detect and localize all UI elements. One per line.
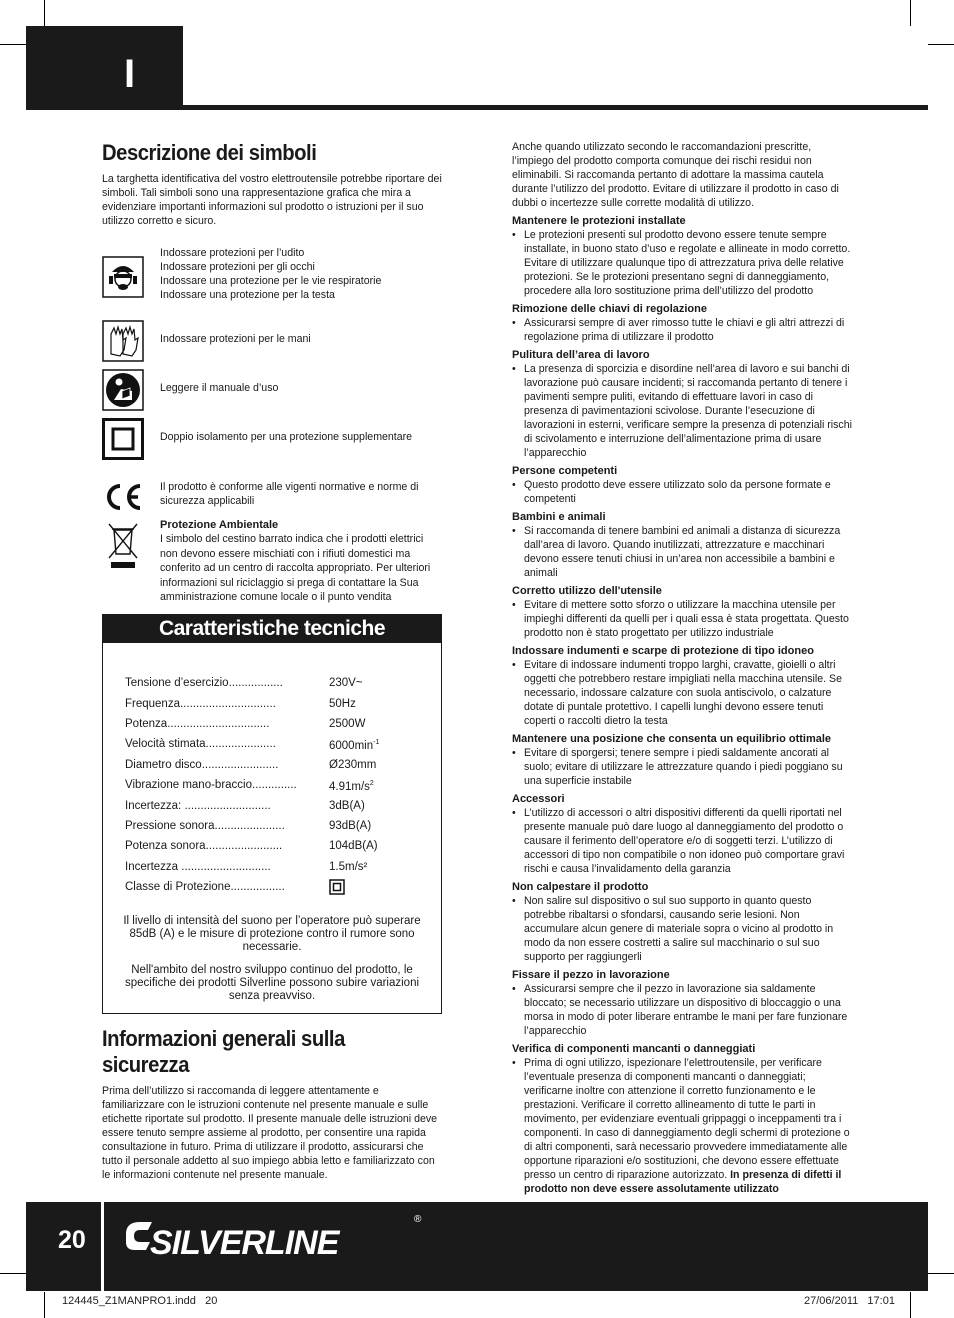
symbol-text [160, 246, 440, 302]
spec-value [329, 836, 379, 856]
spec-value-text: 50Hz [329, 697, 356, 710]
crop-mark [910, 1292, 911, 1318]
spec-note-noise: Il livello di intensità del suono per l’operatore può superare 85dB (A) e le misure di protezione contro il rumore sono necessarie. [123, 915, 421, 954]
spec-title: Caratteristiche tecniche [103, 615, 441, 643]
leader-dots: ................................ [167, 717, 270, 730]
spec-row [125, 775, 379, 795]
footer-divider [101, 1202, 104, 1291]
spec-value-text: 93dB(A) [329, 819, 372, 832]
spec-label [125, 857, 329, 877]
leader-dots: ........................ [201, 758, 279, 771]
bullet-text: Evitare di mettere sotto sforzo o utilizzare la macchina utensile per impieghi differenti da quelli per i quali essa è stata progettata. Questo prodotto non è stato progettato per utilizzo industriale [524, 599, 849, 639]
leader-dots: .............. [252, 779, 297, 792]
bullet-text: L’utilizzo di accessori o altri dispositivi differenti da quelli riportati nel presente manuale può dare luogo al danneggiamento del prodotto o causare il ferimento dell’operatore e/o di soggetti terzi. L’utilizzo di accessori di tipo non compatibile o non idoneo può comportare gravi rischi e causa l’invalidamento della garanzia [524, 807, 845, 875]
leader-dots: ............................ [181, 860, 271, 873]
symbol-row [102, 318, 442, 367]
spec-note-changes: Nell'ambito del nostro sviluppo continuo del prodotto, le specifiche dei prodotti Silverline possono subire variazioni senza preavviso. [124, 964, 420, 1003]
symbols-title: Descrizione dei simboli [102, 140, 317, 165]
bullet-text: Prima di ogni utilizzo, ispezionare l’elettroutensile, per verificare l’eventuale presenza di componenti mancanti o danneggiati; verificarne inoltre con attenzione il corretto funzionamento e le prestazioni. Verificare il corretto allineamento di tutte le parti in movimento, per evidenziare eventuali grippaggi o inceppamenti tra i componenti. In caso di danneggiamento degli schermi di protezione o di altri componenti, sarà necessario provvedere immediatamente alle opportune riparazioni e/o sostituzioni, che devono essere effettuate presso un centro di riparazione autorizzato. [524, 1057, 850, 1181]
section-heading: Bambini e animali [512, 511, 606, 523]
symbol-line: Indossare una protezione per le vie respiratorie [160, 275, 382, 287]
spec-value-text: 104dB(A) [329, 840, 378, 853]
registered-mark: ® [414, 1214, 422, 1225]
spec-label [125, 673, 329, 693]
section-bullet [512, 598, 854, 640]
spec-value-text: Ø230mm [329, 758, 377, 771]
spec-label-text: Potenza sonora [125, 840, 206, 853]
leader-dots: ...................... [214, 819, 285, 832]
spec-value [329, 693, 379, 713]
leader-dots: .............................. [179, 697, 276, 710]
section-heading: Mantenere una posizione che consenta un equilibrio ottimale [512, 733, 832, 745]
bullet-text: Evitare di sporgersi; tenere sempre i piedi saldamente ancorati al suolo; evitare di utilizzare le attrezzature quando i piedi poggiano su una superficie instabile [524, 747, 843, 787]
section-heading: Mantenere le protezioni installate [512, 215, 686, 227]
spec-label-text: Incertezza [125, 860, 182, 873]
section-heading: Fissare il pezzo in lavorazione [512, 969, 670, 981]
section-heading: Rimozione delle chiavi di regolazione [512, 303, 707, 315]
section-bullet [512, 316, 854, 344]
section-bullet [512, 228, 854, 298]
safety-sections [512, 214, 854, 1196]
environment-text: I simbolo del cestino barrato indica che i prodotti elettrici non devono essere mischiati con i rifiuti domestici ma conferito ad un centro di raccolta appropriato. Per ulteriori informazioni sul riciclaggio si prega di contattare la Sua amministrazione comune locale o il punto vendita [160, 533, 431, 603]
general-safety-text: Prima dell’utilizzo si raccomanda di leggere attentamente e familiarizzare con le istruzioni contenute nel presente manuale e sulle etichette riportate sul prodotto. Il presente manuale delle istruzioni deve essere tenuto sempre assieme al prodotto, per consentire una rapida consultazione in futuro. Prima di utilizzare il prodotto, assicurarsi che tutto il personale addetto al suo impiego abbia letto e familiarizzato con le informazioni contenute nel presente manuale. [102, 1085, 438, 1182]
spec-value [329, 816, 379, 836]
symbol-line: Indossare protezioni per gli occhi [160, 261, 315, 273]
section-heading: Non calpestare il prodotto [512, 881, 649, 893]
spec-value-text: 1.5m/s² [329, 860, 368, 873]
right-column [512, 140, 854, 1196]
footer-bar [26, 1202, 928, 1291]
symbol-text [160, 518, 440, 605]
spec-label-text: Classe di Protezione [125, 881, 231, 894]
spec-value [329, 734, 379, 754]
general-safety-title: Informazioni generali sulla sicurezza [102, 1026, 345, 1078]
spec-label [125, 795, 329, 815]
crop-mark [910, 0, 911, 26]
symbol-row [102, 246, 442, 318]
spec-value [329, 877, 379, 897]
logo-wordmark: SILVERLINE [150, 1224, 339, 1262]
spec-row [125, 857, 379, 877]
read-manual-icon [102, 369, 144, 411]
symbol-line: Indossare una protezione per la testa [160, 289, 335, 301]
symbol-line: Indossare protezioni per l’udito [160, 247, 305, 259]
spec-row [125, 755, 379, 775]
spec-row [125, 673, 379, 693]
leader-dots: ................. [230, 881, 285, 894]
spec-label [125, 734, 329, 754]
spec-label-text: Incertezza: [125, 799, 185, 812]
silverline-logo [122, 1212, 422, 1274]
spec-label [125, 755, 329, 775]
crossed-bin-icon [102, 520, 144, 570]
spec-row [125, 734, 379, 754]
bullet-bold-text: In presenza di difetti il prodotto non deve essere assolutamente utilizzato [524, 1169, 842, 1195]
symbol-row [102, 416, 442, 476]
spec-label [125, 693, 329, 713]
spec-label [125, 816, 329, 836]
spec-value [329, 795, 379, 815]
spec-value [329, 755, 379, 775]
crop-mark [928, 1273, 954, 1274]
bullet-text: Si raccomanda di tenere bambini ed animali a distanza di sicurezza dall’area di lavoro. Quando inutilizzati, attrezzature e macchinari devono essere tenuti chiusi in un’area non accessibile a bambini e animali [524, 525, 841, 579]
symbol-text: Leggere il manuale d’uso [160, 382, 279, 394]
symbol-row [102, 476, 442, 518]
spec-row [125, 795, 379, 815]
spec-label-text: Pressione sonora [125, 819, 215, 832]
symbol-text: Indossare protezioni per le mani [160, 333, 311, 345]
section-heading: Accessori [512, 793, 565, 805]
spec-value [329, 673, 379, 693]
residual-risk-intro: Anche quando utilizzato secondo le raccomandazioni prescritte, l’impiego del prodotto comporta comunque dei rischi residui non eliminabili. Si raccomanda pertanto di adottare la massima cautela durante l’utilizzo del prodotto. Evitare di utilizzare il prodotto in caso di dubbi o incertezze sulle corrette modalità di utilizzo. [512, 141, 839, 209]
environment-title: Protezione Ambientale [160, 519, 279, 531]
section-heading: Pulitura dell’area di lavoro [512, 349, 650, 361]
spec-row [125, 816, 379, 836]
section-bullet [512, 746, 854, 788]
language-letter: I [124, 52, 136, 96]
spec-value-text: 2500W [329, 717, 366, 730]
symbol-row [102, 367, 442, 416]
section-bullet [512, 524, 854, 580]
spec-value-text: 3dB(A) [329, 799, 365, 812]
section-bullet [512, 362, 854, 460]
section-heading: Verifica di componenti mancanti o danneggiati [512, 1043, 756, 1055]
symbols-intro: La targhetta identificativa del vostro elettroutensile potrebbe riportare dei simboli. Tali simboli sono una rappresentazione grafica che mira a evidenziare importanti informazioni sul prodotto o istruzioni per il suo utilizzo corretto e sicuro. [102, 173, 442, 227]
crop-mark [44, 0, 45, 26]
crop-mark [44, 1292, 45, 1318]
double-insulation-icon [329, 879, 345, 895]
section-bullet [512, 1056, 854, 1196]
symbol-text: Il prodotto è conforme alle vigenti normative e norme di sicurezza applicabili [160, 481, 419, 507]
leader-dots: ................. [228, 677, 283, 690]
spec-row [125, 714, 379, 734]
spec-table [125, 673, 379, 897]
section-heading: Indossare indumenti e scarpe di protezione di tipo idoneo [512, 645, 814, 657]
tech-spec-box [102, 614, 442, 1014]
spec-label [125, 775, 329, 795]
bullet-text: Assicurarsi sempre di aver rimosso tutte le chiavi e gli altri attrezzi di regolazione prima di utilizzare il prodotto [524, 317, 845, 343]
page-number: 20 [58, 1226, 86, 1254]
spec-value [329, 775, 379, 795]
gloves-icon [102, 320, 144, 362]
bullet-text: Assicurarsi sempre che il pezzo in lavorazione sia saldamente bloccato; se necessario utilizzare un dispositivo di bloccaggio o una morsa in modo di poter liberare entrambe le mani per fare funzionare l’apparecchio [524, 983, 848, 1037]
spec-label-text: Vibrazione mano-braccio [125, 779, 252, 792]
bullet-text: Le protezioni presenti sul prodotto devono essere tenute sempre installate, in buono stato d’uso e regolate e allineate in modo corretto. Evitare di utilizzare qualunque tipo di attrezzatura priva delle relative protezioni. Se le protezioni presentano segni di danneggiamento, procedere alla loro sostituzione prima dell’utilizzo del prodotto [524, 229, 851, 297]
section-bullet [512, 806, 854, 876]
double-insulation-icon [102, 418, 144, 460]
spec-row [125, 836, 379, 856]
symbol-text: Doppio isolamento per una protezione supplementare [160, 431, 413, 443]
header-rule [183, 105, 928, 110]
spec-value-sup: -1 [373, 738, 380, 746]
left-column [102, 140, 442, 1182]
spec-value-text: 4.91m/s [329, 780, 370, 793]
spec-row [125, 877, 379, 897]
spec-label-text: Tensione d’esercizio [125, 677, 229, 690]
spec-value-sup: 2 [369, 779, 374, 787]
crop-mark [928, 44, 954, 45]
leader-dots: ........................... [184, 799, 271, 812]
bullet-text: Non salire sul dispositivo o sul suo supporto in quanto questo potrebbe ribaltarsi o sfondarsi, causando serie lesioni. Non accumulare alcun genere di materiale sopra o vicino al prodotto in modo da non essere costretti a salire sul macchinario o sul suo supporto per raggiungerli [524, 895, 834, 963]
spec-value-text: 230V~ [329, 677, 363, 690]
spec-label-text: Diametro disco [125, 758, 202, 771]
bullet-text: Evitare di indossare indumenti troppo larghi, cravatte, gioielli o altri oggetti che potrebbero restare impigliati nella macchina utensile. Se necessario, indossare calzature con suola antiscivolo, o calzature dotate di puntale protettivo. I capelli lunghi devono essere tenuti coperti o raccolti dietro la testa [524, 659, 842, 727]
ppe-head-icon [102, 256, 144, 298]
spec-value [329, 857, 379, 877]
spec-label-text: Velocità stimata [125, 738, 206, 751]
spec-value [329, 714, 379, 734]
spec-label-text: Frequenza [125, 697, 180, 710]
spec-label [125, 714, 329, 734]
crop-mark [0, 44, 26, 45]
section-bullet [512, 894, 854, 964]
spec-label-text: Potenza [125, 717, 168, 730]
spec-row [125, 693, 379, 713]
spec-label [125, 877, 329, 897]
slug-right: 27/06/2011 17:01 [804, 1295, 895, 1307]
bullet-text: La presenza di sporcizia e disordine nell’area di lavoro e sui banchi di lavorazione può causare incidenti; si raccomanda pertanto di tenere i pavimenti sempre puliti, evitando di effettuare lavori in caso di presenza di pavimentazioni scivolose. Durante l’esecuzione di lavorazioni in esterni, verificare sempre la presenza di potenziali rischi di scivolamento e interruzione dell’alimentazione prima di usare l’apparecchio [524, 363, 852, 459]
section-bullet [512, 982, 854, 1038]
ce-mark-icon [102, 476, 144, 518]
spec-value-text: 6000min [329, 739, 374, 752]
leader-dots: ...................... [205, 738, 276, 751]
crop-mark [0, 1273, 26, 1274]
leader-dots: ........................ [205, 840, 283, 853]
symbol-row-environment [102, 518, 442, 604]
slug-left: 124445_Z1MANPRO1.indd 20 [62, 1295, 218, 1307]
bullet-text: Questo prodotto deve essere utilizzato solo da persone formate e competenti [524, 479, 831, 505]
section-bullet [512, 658, 854, 728]
language-tab [26, 26, 183, 110]
section-bullet [512, 478, 854, 506]
spec-label [125, 836, 329, 856]
section-heading: Persone competenti [512, 465, 618, 477]
section-heading: Corretto utilizzo dell'utensile [512, 585, 662, 597]
